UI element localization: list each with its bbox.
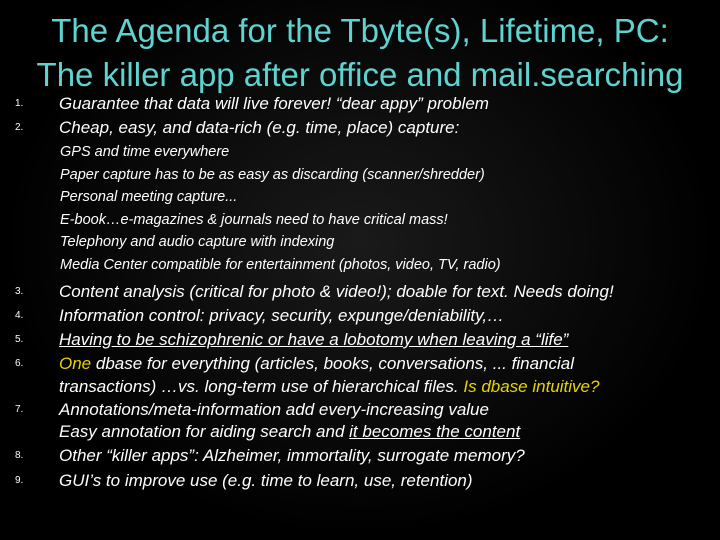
slide-title: The Agenda for the Tbyte(s), Lifetime, PC: [51,12,669,49]
item-text: GUI’s to improve use (e.g. time to learn, use, retention) [59,471,473,490]
list-item-5 [0,328,720,352]
item-text: Annotations/meta-information add every-increasing value [59,400,489,419]
list-item-6-continued [0,375,720,399]
underlined-phrase: it becomes the content [349,422,521,441]
item-text: Having to be schizophrenic or have a lobotomy when leaving a “life” [59,330,569,349]
item-text: Guarantee that data will live forever! “dear appy” problem [59,94,489,113]
slide-subtitle: The killer app after office and mail.searching [36,56,684,93]
item-number: 4. [15,310,24,321]
item-text: Content analysis (critical for photo & video!); doable for text. Needs doing! [59,282,614,301]
sub-item-meeting-capture: Personal meeting capture... [60,189,238,205]
item-number: 5. [15,334,24,345]
highlight-question: Is dbase intuitive? [463,377,600,396]
list-item-4 [0,304,720,328]
list-item-3 [0,280,720,304]
item-text-rest: dbase for everything (articles, books, conversations, ... financial [91,354,574,373]
item-number: 2. [15,122,24,133]
item-number: 7. [15,404,24,415]
item-number: 6. [15,358,24,369]
item-number: 9. [15,475,24,486]
item-text-line2: Easy annotation for aiding search and [59,422,350,441]
item-text: Other “killer apps”: Alzheimer, immortality, surrogate memory? [59,446,525,465]
sub-item-telephony: Telephony and audio capture with indexing [60,234,335,250]
list-item-8 [0,444,720,468]
item-text [59,375,599,399]
item-number: 8. [15,450,24,461]
item-text [59,420,520,444]
highlight-one: One [59,354,92,373]
list-item-9 [0,469,720,493]
sub-item-media-center: Media Center compatible for entertainment (photos, video, TV, radio) [60,257,501,273]
list-item-2 [0,116,720,140]
sub-item-paper-capture: Paper capture has to be as easy as discarding (scanner/shredder) [60,167,485,183]
item-text-line2: transactions) …vs. long-term use of hierarchical files. [59,377,464,396]
list-item-6 [0,352,720,376]
item-text: Cheap, easy, and data-rich (e.g. time, place) capture: [59,118,460,137]
list-item-7 [0,398,720,422]
list-item-1 [0,92,720,116]
list-item-7-continued [0,420,720,444]
item-text [59,352,574,376]
item-number: 1. [15,98,24,109]
item-text: Information control: privacy, security, expunge/deniability,… [59,306,505,325]
sub-item-gps: GPS and time everywhere [60,144,230,160]
sub-item-ebook: E-book…e-magazines & journals need to have critical mass! [60,212,448,228]
item-number: 3. [15,286,24,297]
